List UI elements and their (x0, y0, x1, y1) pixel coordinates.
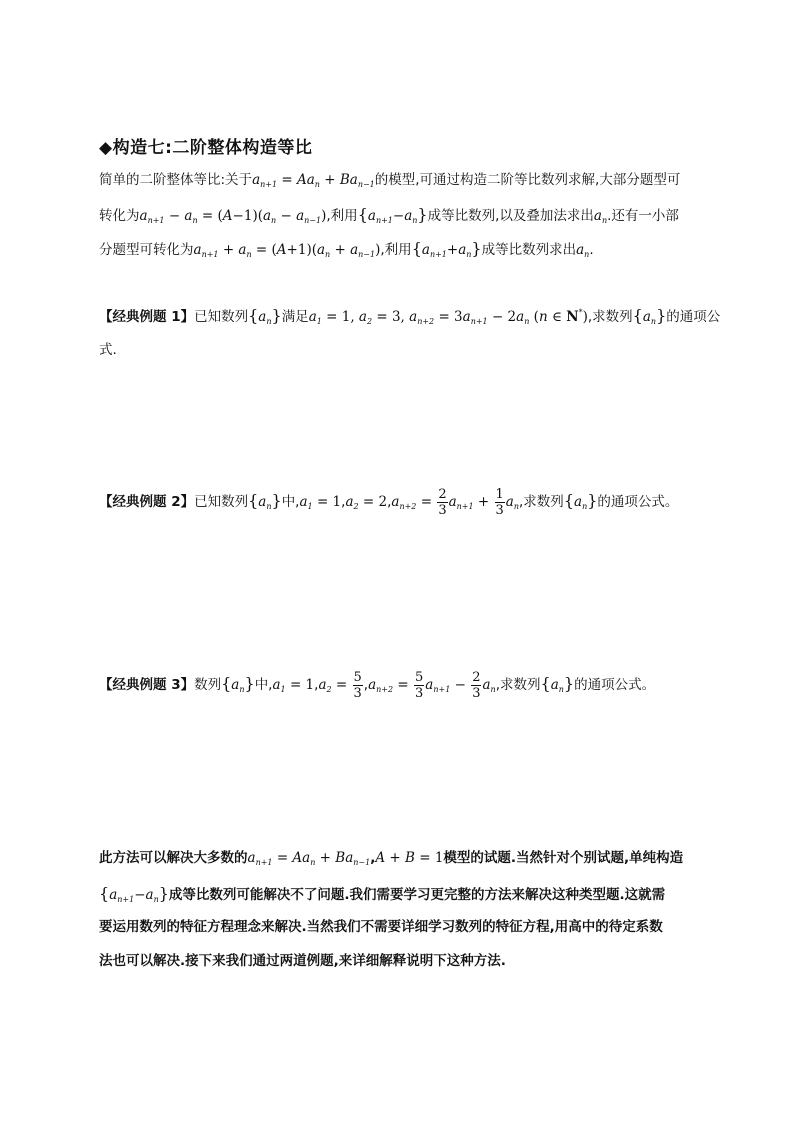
formula-sequence: $\{a_n\}$ (563, 491, 598, 511)
fraction-denominator: 3 (472, 686, 481, 701)
fraction-denominator: 3 (353, 686, 362, 701)
formula-a2: $a_2$ = $\frac{5}{3}$ (318, 670, 362, 701)
conclusion-line-4: 法也可以解决.接下来我们通过两道例题,来详细解释说明下这种方法. (99, 953, 506, 969)
formula-a1: $a_1 = 1$ (299, 494, 342, 511)
example-text: , (341, 494, 346, 510)
formula-transform-2: $a_{n+1} + a_n = (A+1)(a_n + a_{n-1})$ (193, 242, 381, 259)
intro-line-1 (99, 172, 709, 189)
intro-text: 成等比数列求出 (481, 242, 577, 258)
intro-text: . (589, 242, 594, 258)
formula-recurrence: $a_{n+1} = Aa_n + Ba_{n-1}$ (247, 850, 371, 867)
formula-condition: A + B = 1 (375, 850, 444, 866)
example-2-label: 【经典例题 2】 (99, 494, 195, 510)
example-text: 的通项公 (666, 309, 721, 325)
intro-line-3 (99, 240, 709, 259)
formula-sequence: $\{a_n\}$ (248, 491, 282, 511)
example-text: 数列 (194, 677, 222, 693)
example-1-label: 【经典例题 1】 (99, 309, 195, 325)
example-3-line (99, 667, 709, 707)
formula-recurrence: $a_{n+1} = Aa_n + Ba_{n-1}$ (252, 172, 375, 189)
example-text: 中, (281, 494, 300, 510)
example-text: ,求数列 (519, 494, 564, 510)
conclusion-line-3: 要运用数列的特征方程理念来解决.当然我们不需要详细学习数列的特征方程,用高中的待定系数 (99, 919, 663, 935)
section-title: ◆构造七:二阶整体构造等比 (99, 138, 313, 158)
formula-sequence: $\{a_n\}$ (248, 306, 282, 326)
example-text: 式. (99, 342, 117, 358)
example-text: 已知数列 (194, 494, 249, 510)
example-3-label: 【经典例题 3】 (99, 677, 195, 693)
example-text: 的通项公式。 (574, 677, 656, 693)
formula-sequence: $\{a_n\}$ (540, 674, 575, 694)
example-1-line-2 (99, 342, 709, 359)
example-text: 的通项公式。 (597, 494, 679, 510)
intro-text: 简单的二阶整体等比:关于 (99, 172, 253, 188)
example-text: ,求数列 (587, 309, 633, 325)
formula-sequence-diff: $\{a_{n+1}-a_n\}$ (99, 884, 169, 904)
example-2-line (99, 484, 709, 524)
formula-a2: $a_2 = 2$ (345, 494, 388, 511)
formula-example-2-recurrence: $a_{n+2}$ = $\frac{2}{3}$ $a_{n+1}$ + $\frac{1}{3}$ $a_n$ (391, 487, 520, 518)
formula-sequence-sum: $\{a_{n+1}+a_n\}$ (411, 239, 482, 259)
intro-text: .还有一小部 (607, 208, 679, 224)
example-text: ,求数列 (495, 677, 541, 693)
intro-text: ,利用 (326, 208, 358, 224)
example-text: , (363, 677, 369, 693)
conclusion-text: , (370, 850, 376, 866)
fraction-numerator: 2 (438, 487, 447, 502)
formula-example-1-conditions: $a_1 = 1$, $a_2 = 3$, $a_{n+2} = 3a_{n+1} - 2a_n$ (n ∈ N*) (308, 308, 588, 326)
fraction-numerator: 5 (353, 670, 362, 685)
intro-line-2 (99, 206, 709, 225)
formula-an: $a_n$ (593, 208, 608, 225)
intro-text: ,利用 (380, 242, 412, 258)
conclusion-line-1 (99, 850, 709, 867)
formula-sequence-diff: $\{a_{n+1}-a_n\}$ (357, 205, 428, 225)
intro-text: 成等比数列,以及叠加法求出 (427, 208, 594, 224)
example-text: 满足 (281, 309, 309, 325)
fraction-numerator: 1 (495, 487, 504, 502)
formula-a1: $a_1 = 1$ (272, 677, 315, 694)
conclusion-text: 此方法可以解决大多数的 (99, 850, 248, 866)
conclusion-line-2 (99, 885, 709, 904)
example-text: 已知数列 (194, 309, 249, 325)
example-text: 中, (254, 677, 273, 693)
conclusion-text: 模型的试题.当然针对个别试题,单纯构造 (443, 850, 684, 866)
example-1-line-1 (99, 306, 721, 326)
intro-text: 转化为 (99, 208, 140, 224)
formula-transform-1: $a_{n+1} - a_n = (A-1)(a_n - a_{n-1})$ (139, 208, 327, 225)
fraction-numerator: 2 (472, 670, 481, 685)
intro-text: 分题型可转化为 (99, 242, 194, 258)
fraction-denominator: 3 (415, 686, 424, 701)
intro-text: 的模型,可通过构造二阶等比数列求解,大部分题型可 (374, 172, 681, 188)
conclusion-text: 成等比数列可能解决不了问题.我们需要学习更完整的方法来解决这种类型题.这就需 (168, 887, 666, 903)
formula-sequence: $\{a_n\}$ (632, 306, 667, 326)
example-text: , (387, 494, 392, 510)
example-text: , (314, 677, 319, 693)
fraction-denominator: 3 (438, 503, 447, 518)
formula-example-3-recurrence: $a_{n+2}$ = $\frac{5}{3}$ $a_{n+1}$ − $\frac{2}{3}$ $a_n$ (368, 670, 496, 701)
formula-sequence: $\{a_n\}$ (221, 674, 255, 694)
formula-an: $a_n$ (576, 242, 590, 259)
fraction-denominator: 3 (495, 503, 504, 518)
fraction-numerator: 5 (415, 670, 424, 685)
